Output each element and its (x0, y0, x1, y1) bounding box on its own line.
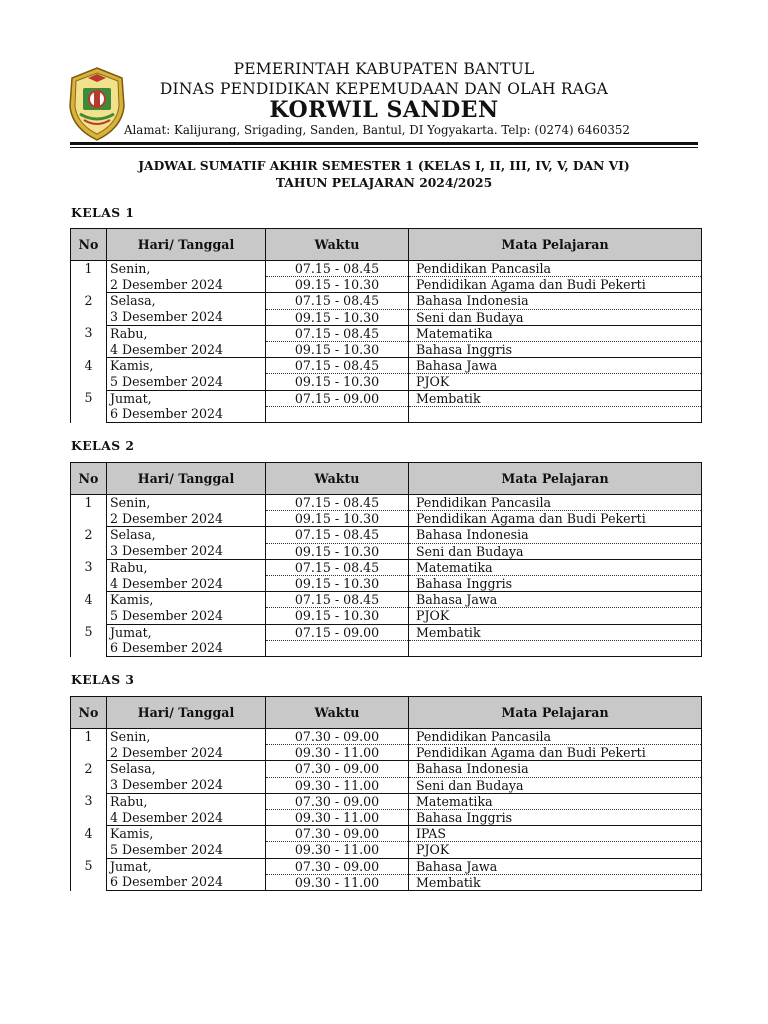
time-cell: 07.30 - 09.00 (266, 729, 409, 745)
table-header-row (71, 463, 702, 495)
table-row (71, 559, 702, 575)
day-cell: Senin, (107, 495, 266, 511)
class-label: KELAS 1 (71, 205, 135, 220)
row-number: 5 (71, 390, 107, 422)
table-row (71, 374, 702, 390)
column-header: Waktu (266, 229, 409, 261)
subject-cell: Seni dan Budaya (409, 777, 702, 793)
subject-cell: Membatik (409, 874, 702, 890)
date-cell: 5 Desember 2024 (107, 374, 266, 390)
time-cell: 07.30 - 09.00 (266, 793, 409, 809)
time-cell: 09.15 - 10.30 (266, 543, 409, 559)
day-cell: Kamis, (107, 826, 266, 842)
row-number: 5 (71, 858, 107, 890)
date-cell: 6 Desember 2024 (107, 874, 266, 890)
column-header: No (71, 463, 107, 495)
time-cell: 09.15 - 10.30 (266, 374, 409, 390)
date-cell: 2 Desember 2024 (107, 745, 266, 761)
row-number: 4 (71, 592, 107, 624)
subject-cell: Seni dan Budaya (409, 543, 702, 559)
subject-cell: PJOK (409, 608, 702, 624)
row-number: 5 (71, 624, 107, 656)
subject-cell: Bahasa Inggris (409, 342, 702, 358)
subject-cell: PJOK (409, 374, 702, 390)
day-cell: Senin, (107, 729, 266, 745)
table-row (71, 592, 702, 608)
subject-cell: Bahasa Indonesia (409, 527, 702, 543)
time-cell: 09.15 - 10.30 (266, 309, 409, 325)
day-cell: Selasa, (107, 293, 266, 309)
day-cell: Senin, (107, 261, 266, 277)
day-cell: Rabu, (107, 559, 266, 575)
header-rule-thin (70, 147, 698, 148)
time-cell: 09.15 - 10.30 (266, 608, 409, 624)
subject-cell: IPAS (409, 826, 702, 842)
document-subtitle: TAHUN PELAJARAN 2024/2025 (275, 175, 493, 190)
time-cell: 07.15 - 08.45 (266, 293, 409, 309)
time-cell: 07.15 - 08.45 (266, 592, 409, 608)
subject-cell: Matematika (409, 793, 702, 809)
subject-cell: Bahasa Jawa (409, 592, 702, 608)
subject-cell: Bahasa Inggris (409, 576, 702, 592)
time-cell: 07.30 - 09.00 (266, 761, 409, 777)
header-rule-thick (70, 142, 698, 145)
time-cell: 09.30 - 11.00 (266, 874, 409, 890)
subject-cell: Bahasa Indonesia (409, 293, 702, 309)
header-line-2: DINAS PENDIDIKAN KEPEMUDAAN DAN OLAH RAGA (159, 80, 609, 98)
table-row (71, 761, 702, 777)
table-row (71, 293, 702, 309)
column-header: Hari/ Tanggal (107, 229, 266, 261)
subject-cell: Pendidikan Pancasila (409, 261, 702, 277)
table-row (71, 576, 702, 592)
subject-cell (409, 406, 702, 422)
date-cell: 4 Desember 2024 (107, 810, 266, 826)
date-cell: 5 Desember 2024 (107, 842, 266, 858)
table-row (71, 874, 702, 890)
date-cell: 2 Desember 2024 (107, 277, 266, 293)
subject-cell: Membatik (409, 390, 702, 406)
time-cell: 09.30 - 11.00 (266, 777, 409, 793)
time-cell: 07.15 - 08.45 (266, 325, 409, 341)
row-number: 2 (71, 527, 107, 559)
column-header: Hari/ Tanggal (107, 697, 266, 729)
address: Alamat: Kalijurang, Srigading, Sanden, Bantul, DI Yogyakarta. Telp: (0274) 6460352 (124, 123, 630, 137)
date-cell: 4 Desember 2024 (107, 342, 266, 358)
table-row (71, 608, 702, 624)
class-label: KELAS 3 (71, 672, 135, 687)
row-number: 3 (71, 559, 107, 591)
row-number: 3 (71, 793, 107, 825)
table-row (71, 511, 702, 527)
date-cell: 5 Desember 2024 (107, 608, 266, 624)
time-cell: 07.15 - 08.45 (266, 261, 409, 277)
day-cell: Rabu, (107, 325, 266, 341)
subject-cell: Bahasa Inggris (409, 810, 702, 826)
day-cell: Jumat, (107, 390, 266, 406)
table-row (71, 624, 702, 640)
date-cell: 3 Desember 2024 (107, 309, 266, 325)
date-cell: 4 Desember 2024 (107, 576, 266, 592)
day-cell: Selasa, (107, 761, 266, 777)
day-cell: Jumat, (107, 858, 266, 874)
table-row (71, 390, 702, 406)
time-cell: 09.15 - 10.30 (266, 277, 409, 293)
row-number: 4 (71, 826, 107, 858)
time-cell: 09.15 - 10.30 (266, 342, 409, 358)
time-cell: 07.30 - 09.00 (266, 826, 409, 842)
subject-cell (409, 640, 702, 656)
row-number: 1 (71, 729, 107, 761)
time-cell: 07.15 - 08.45 (266, 527, 409, 543)
time-cell: 09.15 - 10.30 (266, 511, 409, 527)
table-row (71, 543, 702, 559)
table-row (71, 406, 702, 422)
time-cell: 07.15 - 09.00 (266, 624, 409, 640)
row-number: 1 (71, 261, 107, 293)
table-header-row (71, 697, 702, 729)
subject-cell: Pendidikan Pancasila (409, 495, 702, 511)
subject-cell: Pendidikan Agama dan Budi Pekerti (409, 745, 702, 761)
table-row (71, 793, 702, 809)
subject-cell: Matematika (409, 559, 702, 575)
subject-cell: Matematika (409, 325, 702, 341)
table-row (71, 858, 702, 874)
row-number: 2 (71, 761, 107, 793)
date-cell: 2 Desember 2024 (107, 511, 266, 527)
letterhead (0, 58, 768, 150)
date-cell: 3 Desember 2024 (107, 777, 266, 793)
table-row (71, 640, 702, 656)
time-cell (266, 406, 409, 422)
table-row (71, 842, 702, 858)
time-cell: 07.30 - 09.00 (266, 858, 409, 874)
column-header: Waktu (266, 697, 409, 729)
time-cell: 09.15 - 10.30 (266, 576, 409, 592)
time-cell: 07.15 - 08.45 (266, 358, 409, 374)
column-header: Hari/ Tanggal (107, 463, 266, 495)
subject-cell: Bahasa Indonesia (409, 761, 702, 777)
table-row (71, 342, 702, 358)
row-number: 3 (71, 325, 107, 357)
date-cell: 3 Desember 2024 (107, 543, 266, 559)
time-cell: 07.15 - 08.45 (266, 495, 409, 511)
table-row (71, 325, 702, 341)
day-cell: Kamis, (107, 592, 266, 608)
table-row (71, 777, 702, 793)
time-cell: 07.15 - 08.45 (266, 559, 409, 575)
day-cell: Jumat, (107, 624, 266, 640)
date-cell: 6 Desember 2024 (107, 406, 266, 422)
table-row (71, 358, 702, 374)
subject-cell: Membatik (409, 624, 702, 640)
table-row (71, 277, 702, 293)
table-row (71, 826, 702, 842)
schedule-table (70, 462, 702, 657)
row-number: 4 (71, 358, 107, 390)
table-header-row (71, 229, 702, 261)
row-number: 1 (71, 495, 107, 527)
time-cell (266, 640, 409, 656)
row-number: 2 (71, 293, 107, 325)
table-row (71, 810, 702, 826)
column-header: No (71, 229, 107, 261)
column-header: Mata Pelajaran (409, 463, 702, 495)
day-cell: Kamis, (107, 358, 266, 374)
date-cell: 6 Desember 2024 (107, 640, 266, 656)
document-title: JADWAL SUMATIF AKHIR SEMESTER 1 (KELAS I, II, III, IV, V, DAN VI) (138, 158, 630, 173)
subject-cell: Bahasa Jawa (409, 858, 702, 874)
table-row (71, 729, 702, 745)
time-cell: 09.30 - 11.00 (266, 810, 409, 826)
time-cell: 07.15 - 09.00 (266, 390, 409, 406)
column-header: No (71, 697, 107, 729)
table-row (71, 261, 702, 277)
subject-cell: PJOK (409, 842, 702, 858)
subject-cell: Seni dan Budaya (409, 309, 702, 325)
subject-cell: Pendidikan Agama dan Budi Pekerti (409, 277, 702, 293)
table-row (71, 309, 702, 325)
class-label: KELAS 2 (71, 438, 135, 453)
table-row (71, 495, 702, 511)
column-header: Waktu (266, 463, 409, 495)
day-cell: Selasa, (107, 527, 266, 543)
time-cell: 09.30 - 11.00 (266, 842, 409, 858)
subject-cell: Pendidikan Agama dan Budi Pekerti (409, 511, 702, 527)
time-cell: 09.30 - 11.00 (266, 745, 409, 761)
header-line-3: KORWIL SANDEN (269, 97, 499, 123)
table-row (71, 527, 702, 543)
header-line-1: PEMERINTAH KABUPATEN BANTUL (233, 60, 535, 78)
subject-cell: Pendidikan Pancasila (409, 729, 702, 745)
column-header: Mata Pelajaran (409, 229, 702, 261)
column-header: Mata Pelajaran (409, 697, 702, 729)
table-row (71, 745, 702, 761)
schedule-table (70, 696, 702, 891)
subject-cell: Bahasa Jawa (409, 358, 702, 374)
schedule-table (70, 228, 702, 423)
day-cell: Rabu, (107, 793, 266, 809)
